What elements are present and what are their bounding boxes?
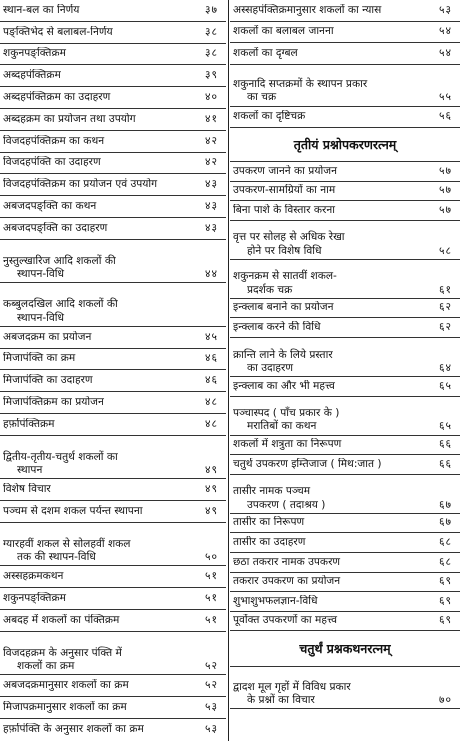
page-number: ६६ xyxy=(438,438,452,451)
page-number: ४१ xyxy=(204,112,218,125)
toc-entry xyxy=(0,283,226,327)
toc-entry xyxy=(0,501,226,523)
entry-title: अबजदक्रमानुसार शकलों का क्रम xyxy=(3,679,129,692)
entry-title: तासीर का उदाहरण xyxy=(233,536,306,549)
page-number: ६५ xyxy=(438,420,452,433)
toc-entry xyxy=(0,196,226,218)
toc-entry xyxy=(230,201,460,221)
page-number: ५१ xyxy=(204,591,218,604)
page-number: ६७ xyxy=(438,516,452,529)
page-number: ५६ xyxy=(438,110,452,123)
entry-title: बिना पाशे के विस्तार करना xyxy=(233,203,335,216)
toc-entry xyxy=(230,436,460,456)
toc-entry xyxy=(230,397,460,436)
toc-entry xyxy=(0,566,226,588)
toc-entry xyxy=(230,43,460,65)
entry-title: कब्बुलदखिल आदि शकलों की xyxy=(3,298,118,311)
page-number: ६९ xyxy=(438,575,452,588)
entry-title: शकुनपङ्क्तिक्रम xyxy=(3,47,66,60)
toc-entry xyxy=(0,392,226,414)
entry-title: उपकरण जानने का प्रयोजन xyxy=(233,164,337,177)
toc-entry xyxy=(230,318,460,338)
entry-title-continued: प्रदर्शक चक्र xyxy=(247,283,293,296)
entry-title-continued: उपकरण ( तदाश्रय ) xyxy=(247,498,326,511)
entry-title: पङ्क्तिभेद से बलाबल-निर्णय xyxy=(3,25,113,38)
page-number: ५७ xyxy=(438,184,452,197)
entry-title: वृत्त पर सोलह से अधिक रेखा xyxy=(233,231,345,244)
page-number: ३८ xyxy=(204,47,218,60)
page-number: ५८ xyxy=(438,244,452,257)
entry-title-continued: स्थापन xyxy=(17,464,43,477)
toc-entry xyxy=(0,349,226,371)
toc-entry xyxy=(230,260,460,299)
entry-title: ग्यारहवीं शकल से सोलहवीं शकल xyxy=(3,537,131,550)
entry-title: अस्सहपंक्तिक्रमानुसार शकलों का न्यास xyxy=(233,3,382,16)
entry-title: इन्क्लाब करने की विधि xyxy=(233,321,321,334)
entry-title: शकलों का दृग्बल xyxy=(233,46,298,59)
entry-title: पूर्वोक्त उपकरणों का महत्त्व xyxy=(233,614,337,627)
page-number: ५३ xyxy=(204,700,218,713)
entry-title-continued: के प्रश्नों का विचार xyxy=(247,694,315,707)
page-number: ४२ xyxy=(204,134,218,147)
entry-title: इन्क्लाब का और भी महत्त्व xyxy=(233,379,335,392)
page-number: ५१ xyxy=(204,613,218,626)
entry-title: द्वितीय-तृतीय-चतुर्थ शकलों का xyxy=(3,450,118,463)
entry-title: मिजापंक्ति का क्रम xyxy=(3,352,76,365)
entry-title: शकुनादि सप्तक्रमों के स्थापन प्रकार xyxy=(233,78,368,91)
page-number: ४० xyxy=(204,90,218,103)
left-column xyxy=(0,0,226,741)
toc-entry xyxy=(230,377,460,397)
entry-title: स्थान-बल का निर्णय xyxy=(3,3,80,16)
toc-entry xyxy=(230,573,460,593)
toc-entry xyxy=(230,162,460,182)
toc-entry xyxy=(0,44,226,66)
toc-entry xyxy=(230,338,460,377)
toc-entry xyxy=(230,182,460,202)
entry-title-continued: का उदाहरण xyxy=(247,361,294,374)
page-number: ५४ xyxy=(438,46,452,59)
entry-title: अबजदक्रम का प्रयोजन xyxy=(3,330,92,343)
entry-title: द्वादश मूल गृहों में विविध प्रकार xyxy=(233,680,351,693)
toc-entry xyxy=(0,719,226,741)
page-number: ३७ xyxy=(204,3,218,16)
toc-entry xyxy=(0,370,226,392)
toc-entry xyxy=(0,65,226,87)
toc-entry xyxy=(0,327,226,349)
toc-entry xyxy=(0,523,226,567)
toc-entry xyxy=(0,174,226,196)
entry-title: तकरार उपकरण का प्रयोजन xyxy=(233,575,341,588)
page-number: ४३ xyxy=(204,178,218,191)
entry-title: शकुनक्रम से सातवीं शकल- xyxy=(233,270,337,283)
page-number: ६२ xyxy=(438,301,452,314)
page-number: ४३ xyxy=(204,221,218,234)
page-number: ५१ xyxy=(204,570,218,583)
entry-title-continued: मरातिबों का कथन xyxy=(247,420,317,433)
page-number: ५२ xyxy=(204,679,218,692)
entry-title: शुभाशुभफलज्ञान-विधि xyxy=(233,594,318,607)
entry-title: हर्फ़ापंक्तिक्रम xyxy=(3,417,55,430)
entry-title: शकुनपङ्क्तिक्रम xyxy=(3,591,66,604)
entry-title: शकलों में शत्रुता का निरूपण xyxy=(233,438,342,451)
page-number: ४५ xyxy=(204,330,218,343)
toc-entry xyxy=(0,153,226,175)
page-number: ४९ xyxy=(204,483,218,496)
entry-title: तासीर का निरूपण xyxy=(233,516,305,529)
page-number: ५० xyxy=(204,551,218,564)
page-number: ५४ xyxy=(438,25,452,38)
chapter-heading-4: चतुर्थं प्रश्नकथनरत्नम् xyxy=(230,631,460,667)
entry-title-continued: होने पर विशेष विधि xyxy=(247,244,322,257)
toc-entry xyxy=(0,436,226,480)
toc-entry xyxy=(230,592,460,612)
toc-entry xyxy=(0,479,226,501)
toc-entry xyxy=(230,553,460,573)
entry-title: अबदह में शकलों का पंक्तिक्रम xyxy=(3,613,120,626)
page-number: ६२ xyxy=(438,321,452,334)
toc-entry xyxy=(0,588,226,610)
entry-title: छठा तकरार नामक उपकरण xyxy=(233,555,341,568)
toc-entry xyxy=(0,109,226,131)
page-number: ६७ xyxy=(438,498,452,511)
page-number: ६४ xyxy=(438,361,452,374)
entry-title: उपकरण-सामग्रियों का नाम xyxy=(233,184,336,197)
page-number: ४९ xyxy=(204,504,218,517)
page-number: ३९ xyxy=(204,69,218,82)
entry-title: विजदहक्रम के अनुसार पंक्ति में xyxy=(3,646,122,659)
entry-title: मिजापंक्ति का उदाहरण xyxy=(3,374,93,387)
toc-entry xyxy=(230,0,460,22)
entry-title: अब्दहपंक्तिक्रम का उदाहरण xyxy=(3,90,111,103)
toc-entry xyxy=(0,240,226,284)
toc-entry xyxy=(230,475,460,514)
page-number: ६९ xyxy=(438,594,452,607)
entry-title: मिजापक्रमानुसार शकलों का क्रम xyxy=(3,700,127,713)
entry-title: नुस्तुल्खारिज आदि शकलों की xyxy=(3,254,116,267)
page-number: ४८ xyxy=(204,417,218,430)
page-number: ६५ xyxy=(438,379,452,392)
page-number: ५२ xyxy=(204,660,218,672)
entry-title: विजदहपंक्ति का उदाहरण xyxy=(3,156,101,169)
toc-entry xyxy=(0,218,226,240)
entry-title: मिजापंक्तिक्रम का प्रयोजन xyxy=(3,395,104,408)
page-number: ६६ xyxy=(438,457,452,470)
entry-title: विशेष विचार xyxy=(3,483,51,496)
page-number: ४६ xyxy=(204,374,218,387)
toc-entry xyxy=(230,221,460,260)
page-number: ६१ xyxy=(438,283,452,296)
page-number: ५३ xyxy=(438,3,452,16)
page-number: ४९ xyxy=(204,464,218,477)
entry-title: शकलों का दृष्टिचक्र xyxy=(233,110,306,123)
page-number: ४६ xyxy=(204,352,218,365)
toc-entry xyxy=(230,612,460,632)
entry-title-continued: शकलों का क्रम xyxy=(17,660,75,672)
page-number: ६८ xyxy=(438,555,452,568)
page-number: ७० xyxy=(438,694,452,707)
toc-entry xyxy=(230,22,460,44)
toc-entry xyxy=(0,414,226,436)
entry-title: पञ्चम से दशम शकल पर्यन्त स्थापना xyxy=(3,504,143,517)
page-number: ५३ xyxy=(204,723,218,736)
page-number: ६८ xyxy=(438,536,452,549)
entry-title: अबजदपङ्क्ति का उदाहरण xyxy=(3,221,108,234)
page-number: ४८ xyxy=(204,395,218,408)
toc-entry xyxy=(0,87,226,109)
toc-entry xyxy=(0,697,226,719)
entry-title: अस्सहक्रमकथन xyxy=(3,570,64,583)
toc-entry xyxy=(230,65,460,107)
page-number: ६९ xyxy=(438,614,452,627)
page-number: ४४ xyxy=(204,268,218,281)
entry-title-continued: स्थापन-विधि xyxy=(17,268,65,281)
entry-title: विजदहपंक्तिक्रम का प्रयोजन एवं उपयोग xyxy=(3,178,158,191)
toc-entry xyxy=(230,455,460,475)
entry-title-continued: स्थापन-विधि xyxy=(17,311,65,324)
toc-entry xyxy=(230,533,460,553)
toc-entry xyxy=(230,667,460,709)
toc-entry xyxy=(0,610,226,632)
entry-title: तासीर नामक पञ्चम xyxy=(233,485,311,498)
page-number: ५७ xyxy=(438,164,452,177)
page-number: ५७ xyxy=(438,203,452,216)
entry-title: हर्फ़ापंक्ति के अनुसार शकलों का क्रम xyxy=(3,723,144,736)
toc-entry xyxy=(0,131,226,153)
toc-entry xyxy=(230,514,460,534)
right-column xyxy=(230,0,460,741)
entry-title: अब्दहक्रम का प्रयोजन तथा उपयोग xyxy=(3,112,136,125)
toc-entry xyxy=(230,299,460,319)
page-number: ४३ xyxy=(204,199,218,212)
entry-title: अब्दहपंक्तिक्रम xyxy=(3,69,61,82)
toc-entry xyxy=(0,22,226,44)
toc-entry xyxy=(0,675,226,697)
entry-title: शकलों का बलाबल जानना xyxy=(233,25,334,38)
chapter-heading-3: तृतीयं प्रश्नोपकरणरत्नम् xyxy=(230,128,460,162)
toc-entry xyxy=(0,632,226,676)
entry-title: पञ्चास्पद ( पाँच प्रकार के ) xyxy=(233,407,340,420)
entry-title-continued: का चक्र xyxy=(247,91,277,104)
page-number: ३८ xyxy=(204,25,218,38)
entry-title: क्रान्ति लाने के लिये प्रस्तार xyxy=(233,348,333,361)
page-number: ५५ xyxy=(438,91,452,104)
entry-title: अबजदपङ्क्ति का कथन xyxy=(3,199,97,212)
toc-entry xyxy=(0,0,226,22)
entry-title: इन्क्लाब बनाने का प्रयोजन xyxy=(233,301,334,314)
entry-title: विजदहपंक्तिक्रम का कथन xyxy=(3,134,105,147)
entry-title: चतुर्थ उपकरण इम्तिजाज ( मिथ:जात ) xyxy=(233,457,382,470)
toc-entry xyxy=(230,107,460,129)
entry-title-continued: तक की स्थापन-विधि xyxy=(17,551,96,564)
page-number: ४२ xyxy=(204,156,218,169)
